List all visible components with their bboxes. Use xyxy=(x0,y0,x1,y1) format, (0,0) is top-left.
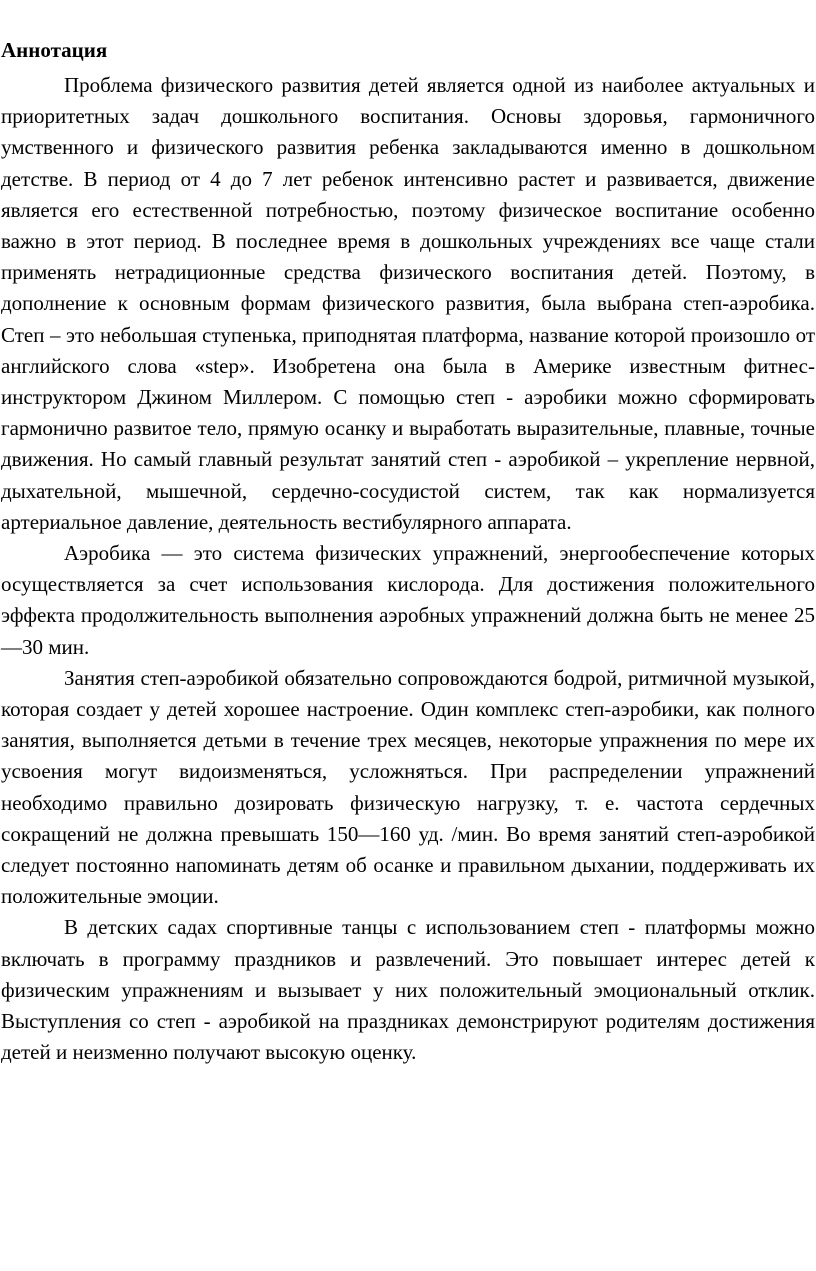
paragraph-physical-development: Проблема физического развития детей является одной из наиболее актуальных и приоритетных задач дошкольного воспитания. Основы здоровья, гармоничного умственного и физического развития ребенка закладываются именно в дошкольном детстве. В период от 4 до 7 лет ребенок интенсивно растет и развивается, движение является его естественной потребностью, поэтому физическое воспитание особенно важно в этот период. В последнее время в дошкольных учреждениях все чаще стали применять нетрадиционные средства физического воспитания детей. Поэтому, в дополнение к основным формам физического развития, была выбрана степ-аэробика. Степ – это небольшая ступенька, приподнятая платформа, название которой произошло от английского слова «step». Изобретена она была в Америке известным фитнес-инструктором Джином Миллером. С помощью степ - аэробики можно сформировать гармонично развитое тело, прямую осанку и выработать выразительные, плавные, точные движения. Но самый главный результат занятий степ - аэробикой – укрепление нервной, дыхательной, мышечной, сердечно-сосудистой систем, так как нормализуется артериальное давление, деятельность вестибулярного аппарата. xyxy=(1,73,815,534)
paragraph-step-classes: Занятия степ-аэробикой обязательно сопровождаются бодрой, ритмичной музыкой, которая создает у детей хорошее настроение. Один комплекс степ-аэробики, как полного занятия, выполняется детьми в течение трех месяцев, некоторые упражнения по мере их усвоения могут видоизменяться, усложняться. При распределении упражнений необходимо правильно дозировать физическую нагрузку, т. е. частота сердечных сокращений не должна превышать 150—160 уд. /мин. Во время занятий степ-аэробикой следует постоянно напоминать детям об осанке и правильном дыхании, поддерживать их положительные эмоции. xyxy=(1,665,815,909)
document-page xyxy=(0,38,816,1069)
paragraph-kindergarten-dances: В детских садах спортивные танцы с использованием степ - платформы можно включать в программу праздников и развлечений. Это повышает интерес детей к физическим упражнениям и вызывает у них положительный эмоциональный отклик. Выступления со степ - аэробикой на праздниках демонстрируют родителям достижения детей и неизменно получают высокую оценку. xyxy=(1,915,815,1065)
paragraph-aerobics-definition: Аэробика — это система физических упражнений, энергообеспечение которых осуществляется за счет использования кислорода. Для достижения положительного эффекта продолжительность выполнения аэробных упражнений должна быть не менее 25—30 мин. xyxy=(1,541,815,659)
annotation-heading: Аннотация xyxy=(1,38,108,62)
